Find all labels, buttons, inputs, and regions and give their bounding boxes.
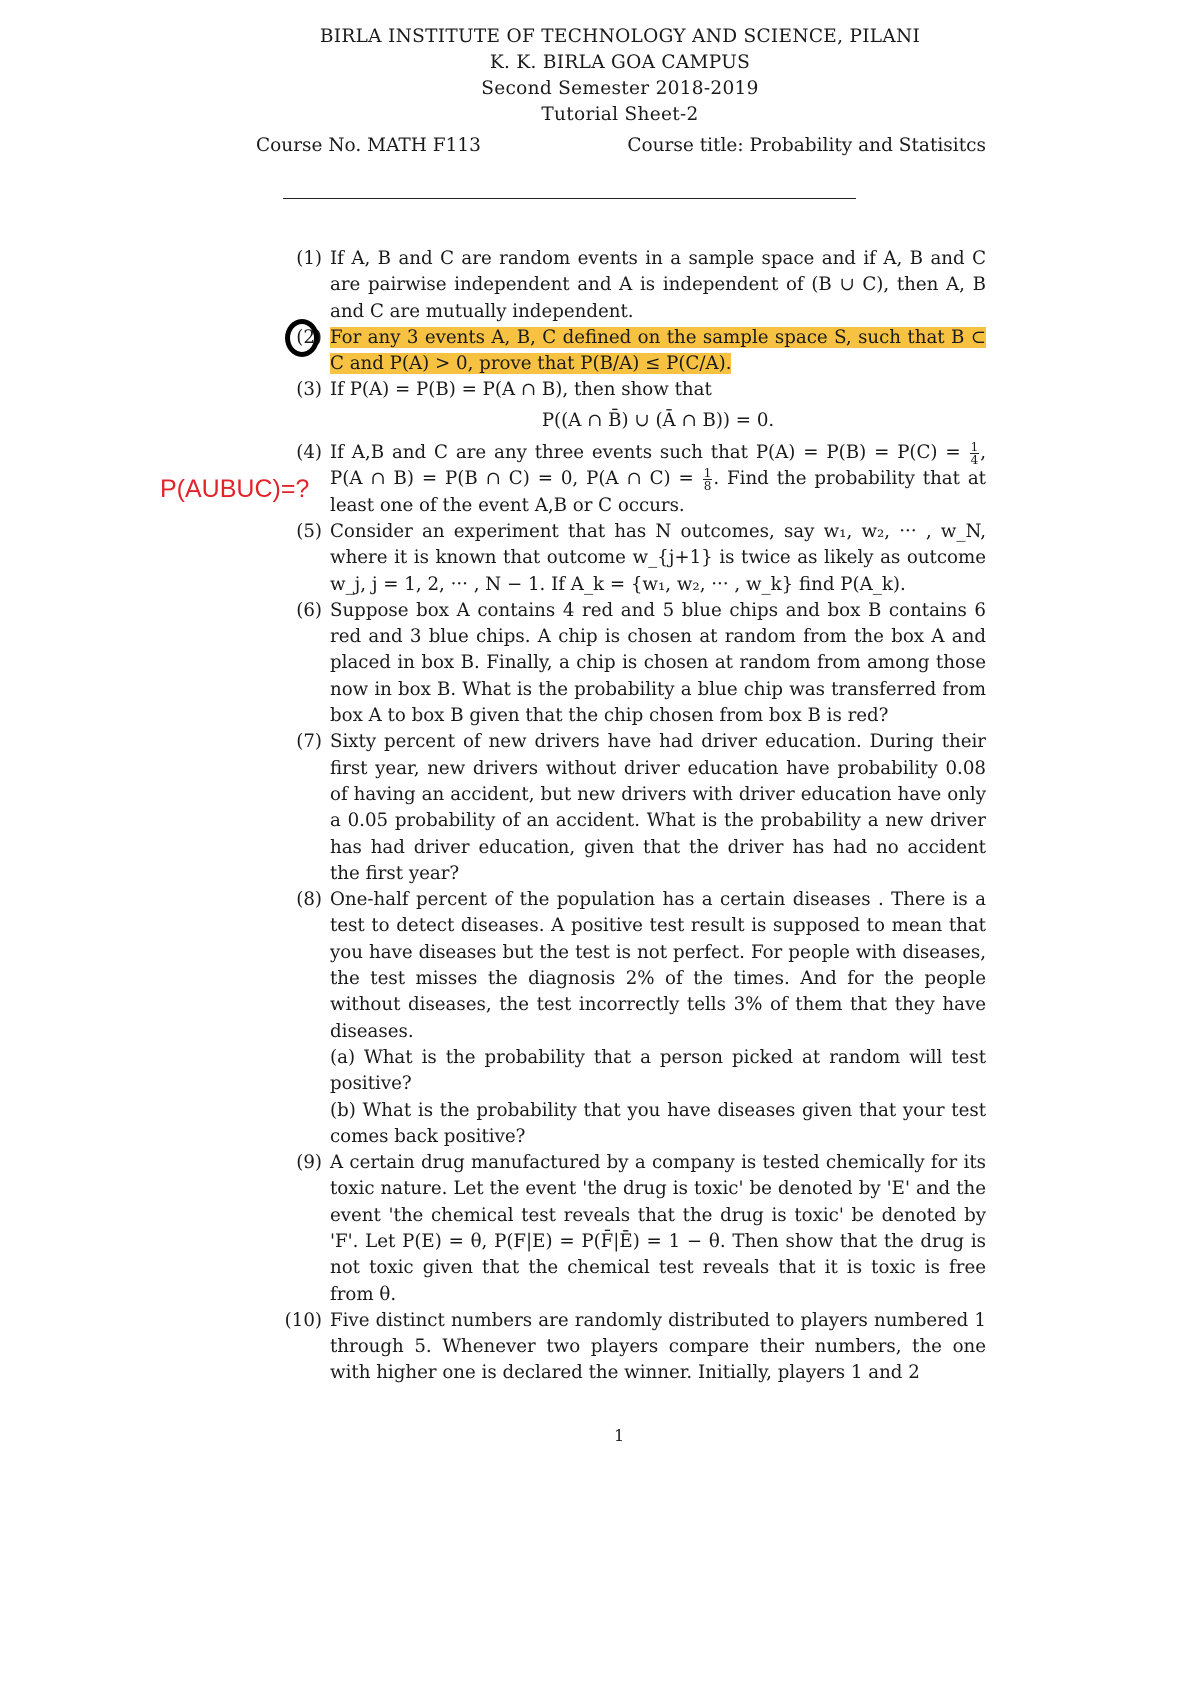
highlighted-problem-text: For any 3 events A, B, C defined on the sample space S, such that B ⊂ C and P(A) > 0, prove that P(B/A) ≤ P(C/A). <box>330 326 986 375</box>
problem-text: Consider an experiment that has N outcomes, say w₁, w₂, ··· , w_N, where it is known that outcome w_{j+1} is twice as likely as outcome w_j, j = 1, 2, ··· , N − 1. If A_k = {w₁, w₂, ··· , w_k} find P(A_k). <box>330 520 986 595</box>
problem-text: If A, B and C are random events in a sample space and if A, B and C are pairwise independent and A is independent of (B ∪ C), then A, B and C are mutually independent. <box>330 248 986 322</box>
semester-label: Second Semester 2018-2019 <box>481 78 759 99</box>
problem-number: (4) <box>296 442 322 464</box>
institute-name: BIRLA INSTITUTE OF TECHNOLOGY AND SCIENCE, PILANI <box>319 26 921 47</box>
problem-number: (1) <box>296 248 322 269</box>
campus-name: K. K. BIRLA GOA CAMPUS <box>489 52 751 73</box>
fraction-one-eighth: $\frac{1}{8}$ <box>703 465 712 493</box>
fraction-one-quarter: $\frac{1}{4}$ <box>970 439 979 467</box>
problem-number: (3) <box>296 379 322 401</box>
problem-text <box>330 440 986 519</box>
problem-7 <box>280 729 986 887</box>
problem-2 <box>280 325 986 378</box>
problem-text: One-half percent of the population has a certain diseases . There is a test to detect diseases. A positive test result is supposed to mean that you have diseases but the test is not perfect. For people with diseases, the test misses the diagnosis 2% of the times. And for the people without diseases, the test incorrectly tells 3% of them that they have diseases. <box>330 889 986 1042</box>
handwritten-annotation: P(AUBUC)=? <box>160 475 310 503</box>
problem-8 <box>280 887 986 1150</box>
problem-number: (5) <box>296 520 322 542</box>
problem-text: Five distinct numbers are randomly distributed to players numbered 1 through 5. Whenever two players compare their numbers, the one with higher one is declared the winner. Initially, players 1 and 2 <box>330 1309 986 1384</box>
course-title: Course title: Probability and Statisitcs <box>627 135 986 156</box>
page-number: 1 <box>614 1426 625 1445</box>
problem-text: Suppose box A contains 4 red and 5 blue chips and box B contains 6 red and 3 blue chips. A chip is chosen at random from the box A and placed in box B. Finally, a chip is chosen at random from among those now in box B. What is the probability a blue chip was transferred from box A to box B given that the chip chosen from box B is red? <box>330 599 986 727</box>
problem-3 <box>280 377 986 440</box>
problem-number: (6) <box>296 599 322 621</box>
problem-part-a: (a) What is the probability that a person picked at random will test positive? <box>330 1046 986 1095</box>
problem-number: (10) <box>284 1309 322 1331</box>
problem-10 <box>280 1308 986 1387</box>
problem-number: (9) <box>296 1152 322 1174</box>
problem-text-part: . Find the probability that at least one of the event A,B or C occurs. <box>330 468 986 516</box>
problem-number: (7) <box>296 731 322 753</box>
problem-number: (8) <box>296 889 322 911</box>
handwritten-circle-annotation <box>285 319 319 357</box>
header-divider <box>283 198 856 199</box>
problem-list <box>280 246 986 1387</box>
problem-part-b: (b) What is the probability that you have diseases given that your test comes back positive? <box>330 1099 986 1147</box>
sheet-title: Tutorial Sheet-2 <box>541 104 699 125</box>
display-equation: P((A ∩ B̄) ∪ (Ā ∩ B)) = 0. <box>541 409 775 431</box>
problem-text-part: , P(A ∩ B) = P(B ∩ C) = 0, P(A ∩ C) = <box>330 442 986 490</box>
document-header <box>250 24 990 128</box>
problem-text: Sixty percent of new drivers have had driver education. During their first year, new drivers without driver education have probability 0.08 of having an accident, but new drivers with driver education have only a 0.05 probability of an accident. What is the probability a new driver has had driver education, given that the driver has had no accident the first year? <box>330 731 986 884</box>
problem-text-part: If A,B and C are any three events such that P(A) = P(B) = P(C) = <box>330 442 961 464</box>
problem-5 <box>280 519 986 598</box>
problem-9 <box>280 1150 986 1308</box>
course-info-row <box>256 135 986 156</box>
problem-text: A certain drug manufactured by a company is tested chemically for its toxic nature. Let the event 'the drug is toxic' be denoted by 'E' and the event 'the chemical test reveals that the drug is toxic' be denoted by 'F'. Let P(E) = θ, P(F|E) = P(F̄|Ē) = 1 − θ. Then show that the drug is not toxic given that the chemical test reveals that it is toxic is free from θ. <box>330 1152 986 1305</box>
problem-1 <box>280 246 986 325</box>
problem-4 <box>280 440 986 519</box>
problem-6 <box>280 598 986 729</box>
problem-number: (2) <box>296 326 322 348</box>
problem-text: If P(A) = P(B) = P(A ∩ B), then show that <box>330 379 712 401</box>
course-number: Course No. MATH F113 <box>256 135 481 156</box>
